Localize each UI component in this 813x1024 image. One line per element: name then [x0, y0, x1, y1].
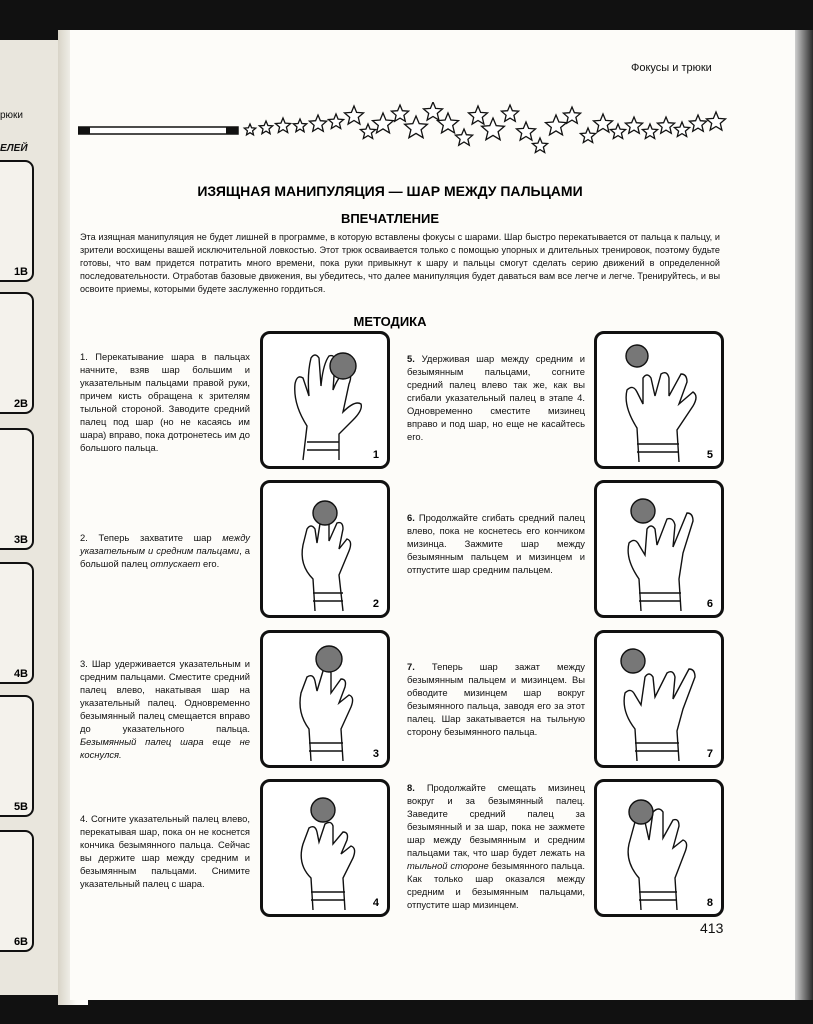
figure-8 [594, 779, 724, 917]
star-icon [438, 113, 459, 133]
stars-banner [78, 102, 728, 162]
star-icon [455, 129, 472, 145]
step-number: 3. [80, 658, 88, 669]
step-number: 4. [80, 813, 88, 824]
step-8-text [407, 781, 585, 911]
step-body: Теперь захватите шар [98, 532, 223, 543]
figure-2 [260, 480, 390, 618]
left-thumbnail [0, 292, 34, 414]
step-body: Продолжайте смещать мизинец вокруг и за безымянный палец. Заведите средний палец за безымянный и за шар, пока не зажмете шар между безымянным и средним пальцами так, что шар будет лежать на [407, 782, 586, 858]
step-5-text [407, 352, 585, 443]
step-7-text [407, 660, 585, 738]
step-number: 7. [407, 661, 415, 672]
star-icon [293, 119, 306, 132]
figure-number: 7 [706, 748, 713, 760]
star-icon [563, 107, 580, 123]
star-icon [501, 105, 518, 121]
ball-icon [597, 334, 721, 466]
step-number: 5. [407, 353, 415, 364]
star-icon [674, 122, 689, 137]
step-emphasis: Безымянный палец шара еще не коснулся. [80, 736, 250, 760]
star-icon [707, 112, 726, 130]
star-icon [345, 106, 364, 124]
star-icon [580, 128, 595, 143]
impression-heading: ВПЕЧАТЛЕНИЕ [340, 211, 440, 226]
step-1-text [80, 350, 250, 454]
ball-icon [263, 782, 387, 914]
figure-7 [594, 630, 724, 768]
star-icon [405, 116, 428, 138]
wand-icon [78, 127, 238, 134]
step-body: Перекатывание шара в пальцах начните, взяв шар большим и указательным пальцами правой руки, причем кисть обращена к зрителям тыльной стороной. Заводите средний палец под шар (но не касаясь им шара) вправо, пока дотронетесь им до большого пальца. [80, 351, 250, 453]
step-4-text [80, 812, 250, 890]
step-number: 2. [80, 532, 88, 543]
figure-number: 1 [372, 449, 379, 461]
star-icon [244, 124, 255, 135]
star-icon [469, 106, 488, 124]
figure-6 [594, 480, 724, 618]
figure-number: 2 [372, 598, 379, 610]
star-icons [244, 102, 725, 153]
left-thumbnail [0, 562, 34, 684]
left-thumb-label: 3B [13, 534, 28, 546]
star-icon [424, 102, 443, 120]
ball-icon [597, 483, 721, 615]
left-thumb-label: 6B [13, 936, 28, 948]
star-icon [657, 117, 674, 133]
left-thumbnail [0, 830, 34, 952]
step-body: , а большой палец [80, 545, 250, 569]
page-number: 413 [700, 920, 724, 936]
star-icon [275, 118, 290, 133]
step-body: Шар удерживается указательным и средним пальцами. Сместите средний палец влево, накатывая шар на указательный палец. Одновременно безымянный палец смещается вправо до указательного пальца. [80, 658, 251, 734]
figure-3 [260, 630, 390, 768]
star-icon [517, 122, 536, 140]
star-icon [532, 138, 547, 153]
left-thumb-label: 1B [13, 266, 28, 278]
figure-4 [260, 779, 390, 917]
figure-number: 6 [706, 598, 713, 610]
star-icon [391, 105, 408, 121]
step-body: Удерживая шар между средним и безымянным пальцами, согните средний палец влево так же, как вы сгибали указательный палец в этапе 4. Одновременно сместите мизинец вправо и под шар, но еще не касайтесь его. [407, 353, 585, 442]
step-number: 8. [407, 782, 415, 793]
step-emphasis: тыльной стороне [407, 860, 489, 871]
star-icon [309, 115, 326, 131]
star-icon [546, 115, 567, 135]
ball-icon [263, 334, 387, 466]
ball-icon [263, 633, 387, 765]
star-icon [642, 124, 657, 139]
step-body: безымянного пальца. Как только шар оказался между средним и безымянным пальцами, отпустите шар мизинцем. [407, 860, 585, 910]
figure-number: 8 [706, 897, 713, 909]
figure-1 [260, 331, 390, 469]
running-head: Фокусы и трюки [631, 62, 712, 74]
intro-paragraph: Эта изящная манипуляция не будет лишней в программе, в которую вставлены фокусы с шарами. Шар быстро перекатывается от пальца к пальцу, и зрители восхищены вашей исключительной ловкостью. Этот трюк осваивается только с помощью упорных и длительных тренировок, поэтому будьте готовы, что вам придется потратить много времени, пока руки привыкнут к шару и пальцы смогут сделать серию движений в определенной последовательности. Отработав базовые движения, вы убедитесь, что далее манипуляция будет даваться вам все легче и легче. Тренируйтесь, и вы освоите приемы, которыми будете заслуженно гордиться. [80, 232, 720, 294]
star-icon [610, 124, 625, 139]
article-title: ИЗЯЩНАЯ МАНИПУЛЯЦИЯ — ШАР МЕЖДУ ПАЛЬЦАМИ [197, 183, 583, 199]
left-thumb-label: 4B [13, 668, 28, 680]
star-icon [328, 114, 343, 129]
figure-number: 3 [372, 748, 379, 760]
star-icon [360, 124, 375, 139]
page-edge-shadow [795, 30, 813, 1000]
left-thumbnail [0, 160, 34, 282]
ball-icon [597, 782, 721, 914]
step-body: его. [200, 558, 220, 569]
left-thumbnail [0, 428, 34, 550]
step-emphasis: между указательным и средним пальцами [80, 532, 250, 556]
step-body: Продолжайте сгибать средний палец влево, пока не коснетесь его кончиком мизинца. Зажмите шар между безымянным пальцем и мизинцем и отпустите шар средним пальцем. [407, 512, 586, 575]
star-icon [689, 115, 706, 131]
step-emphasis: отпускает [150, 558, 201, 569]
left-thumb-label: 2B [13, 398, 28, 410]
step-3-text [80, 657, 250, 761]
figure-5 [594, 331, 724, 469]
step-6-text [407, 511, 585, 576]
figure-number: 5 [706, 449, 713, 461]
star-icon [625, 117, 642, 133]
step-body: Согните указательный палец влево, перекатывая шар, пока он не коснется кончика безымянного пальца. Сейчас вы держите шар между средним и безымянным пальцами. Снимите указательный палец с шара. [80, 813, 251, 889]
step-2-text [80, 531, 250, 570]
left-running-head: рюки [0, 110, 24, 121]
left-thumbnail [0, 695, 34, 817]
step-number: 6. [407, 512, 415, 523]
ball-icon [597, 633, 721, 765]
method-heading: МЕТОДИКА [353, 314, 427, 329]
step-body: Теперь шар зажат между безымянным пальцем и мизинцем. Вы обводите мизинцем шар вокруг безымянного пальца, заводя его за этот палец. Шар закатывается на тыльную сторону безымянного пальца. [407, 661, 585, 737]
ball-icon [263, 483, 387, 615]
step-number: 1. [80, 351, 88, 362]
left-thumb-label: 5B [13, 801, 28, 813]
figure-number: 4 [372, 897, 379, 909]
star-icon [482, 118, 505, 140]
star-icon [259, 121, 272, 134]
left-subheading: ЕЛЕЙ [0, 143, 28, 154]
